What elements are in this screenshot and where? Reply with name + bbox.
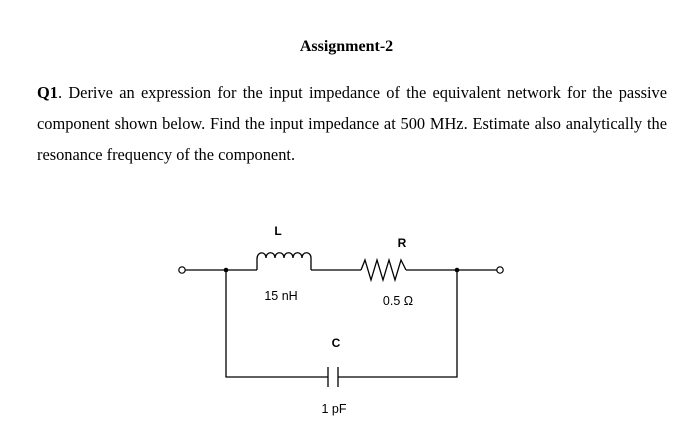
resistor-symbol-label: R: [397, 236, 407, 250]
output-terminal: [497, 267, 503, 273]
resistor-zigzag: [361, 260, 406, 280]
resistor-value-label: 0.5 Ω: [382, 294, 414, 308]
capacitor-value-label: 1 pF: [321, 402, 347, 416]
question-body: . Derive an expression for the input impedance of the equivalent network for the passive component shown below. Find the input impedance at 500 MHz. Estimate also analytically the resonance frequency of the component.: [37, 83, 667, 164]
inductor-symbol-label: L: [274, 224, 282, 238]
page-title: Assignment-2: [299, 38, 394, 55]
input-terminal: [179, 267, 185, 273]
question-number: Q1: [37, 83, 58, 102]
capacitor-left-wire: [226, 270, 328, 377]
capacitor-symbol-label: C: [331, 336, 341, 350]
capacitor-right-wire: [338, 270, 457, 377]
inductor-value-label: 15 nH: [264, 289, 298, 303]
inductor-coil: [257, 253, 311, 270]
